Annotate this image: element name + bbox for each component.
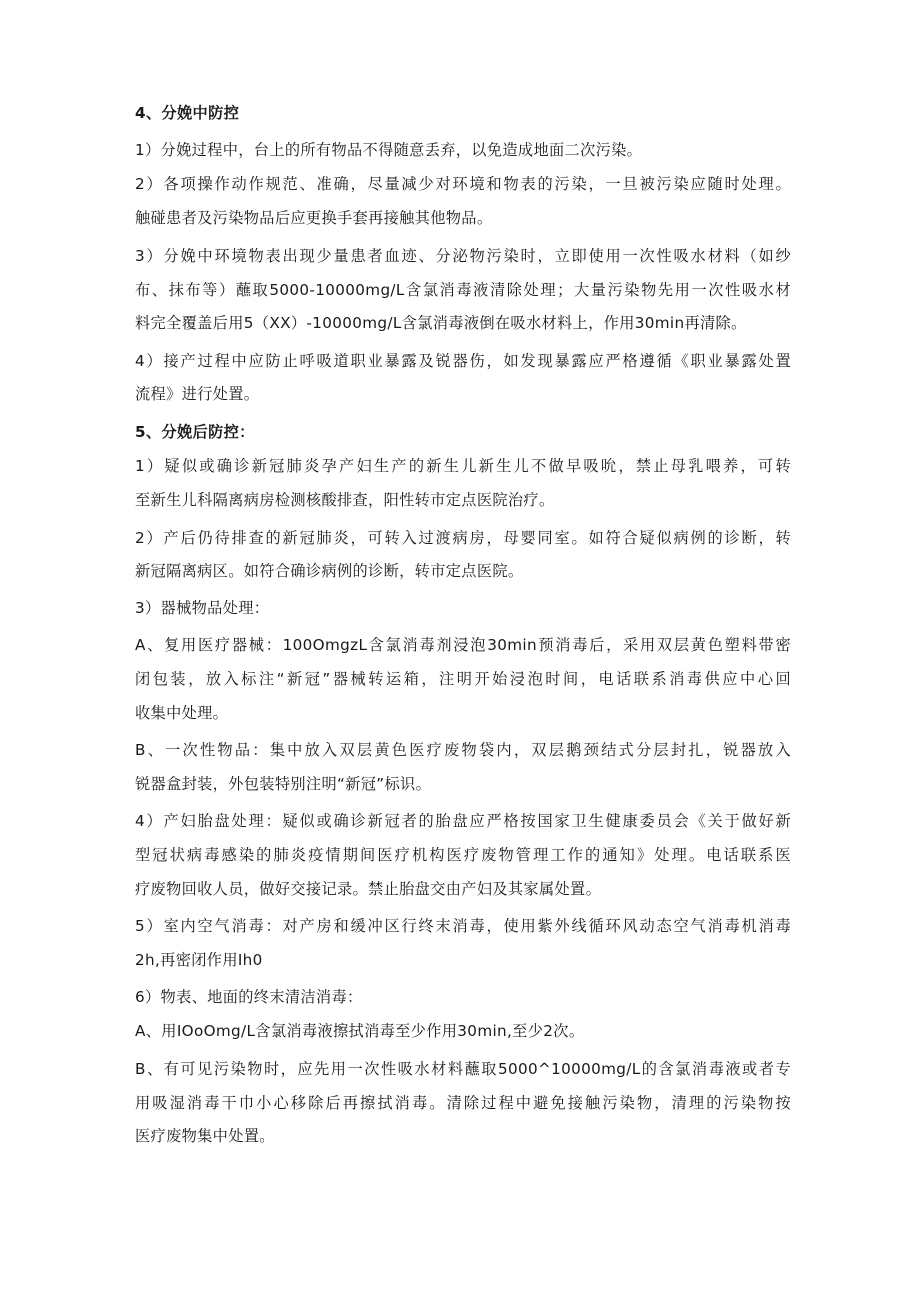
paragraph-line: 用吸湿消毒干巾小心移除后再擦拭消毒。清除过程中避免接触污染物，清理的污染物按: [135, 1094, 791, 1112]
section-heading: 5、分娩后防控：: [135, 423, 255, 441]
paragraph-line: 3）器械物品处理：: [135, 599, 270, 617]
paragraph-line: 流程》进行处置。: [135, 385, 260, 403]
paragraph-line: B、有可见污染物时，应先用一次性吸水材料蘸取5000^10000mg/L的含氯消毒液或者专: [135, 1060, 791, 1078]
paragraph-line: 1）疑似或确诊新冠肺炎孕产妇生产的新生儿新生儿不做早吸吮，禁止母乳喂养，可转: [135, 457, 791, 475]
paragraph-line: 触碰患者及污染物品后应更换手套再接触其他物品。: [135, 209, 493, 227]
paragraph-line: 2）各项操作动作规范、准确，尽量减少对环境和物表的污染，一旦被污染应随时处理。: [135, 175, 791, 193]
paragraph-line: 收集中处理。: [135, 704, 229, 722]
paragraph-line: 6）物表、地面的终末清洁消毒：: [135, 988, 363, 1006]
paragraph-line: B、一次性物品：集中放入双层黄色医疗废物袋内，双层鹅颈结式分层封扎，锐器放入: [135, 741, 791, 759]
section-heading: 4、分娩中防控: [135, 104, 240, 122]
paragraph-line: 料完全覆盖后用5（XX）-10000mg/L含氯消毒液倒在吸水材料上，作用30min再清除。: [135, 314, 747, 332]
paragraph-line: 医疗废物集中处置。: [135, 1127, 275, 1145]
paragraph-line: 新冠隔离病区。如符合确诊病例的诊断，转市定点医院。: [135, 562, 524, 580]
paragraph-line: 1）分娩过程中，台上的所有物品不得随意丢弃，以免造成地面二次污染。: [135, 141, 643, 159]
paragraph-line: 型冠状病毒感染的肺炎疫情期间医疗机构医疗废物管理工作的通知》处理。电话联系医: [135, 846, 791, 864]
paragraph-line: 2）产后仍待排查的新冠肺炎，可转入过渡病房，母婴同室。如符合疑似病例的诊断，转: [135, 529, 791, 547]
paragraph-line: A、用IOoOmg/L含氯消毒液擦拭消毒至少作用30min,至少2次。: [135, 1022, 585, 1040]
paragraph-line: 3）分娩中环境物表出现少量患者血迹、分泌物污染时，立即使用一次性吸水材料（如纱: [135, 247, 791, 265]
paragraph-line: 4）接产过程中应防止呼吸道职业暴露及锐器伤，如发现暴露应严格遵循《职业暴露处置: [135, 352, 791, 370]
paragraph-line: 5）室内空气消毒：对产房和缓冲区行终末消毒，使用紫外线循环风动态空气消毒机消毒: [135, 917, 791, 935]
paragraph-line: 闭包装，放入标注“新冠”器械转运箱，注明开始浸泡时间，电话联系消毒供应中心回: [135, 670, 791, 688]
paragraph-line: 布、抹布等）蘸取5000-10000mg/L含氯消毒液清除处理；大量污染物先用一次性吸水材: [135, 281, 791, 299]
paragraph-line: 2h,再密闭作用Ih0: [135, 951, 263, 969]
paragraph-line: 4）产妇胎盘处理：疑似或确诊新冠者的胎盘应严格按国家卫生健康委员会《关于做好新: [135, 812, 791, 830]
paragraph-line: 锐器盒封装，外包装特别注明“新冠”标识。: [135, 775, 432, 793]
paragraph-line: 疗废物回收人员，做好交接记录。禁止胎盘交由产妇及其家属处置。: [135, 880, 602, 898]
paragraph-line: 至新生儿科隔离病房检测核酸排查，阳性转市定点医院治疗。: [135, 491, 555, 509]
paragraph-line: A、复用医疗器械：100OmgzL含氯消毒剂浸泡30min预消毒后，采用双层黄色塑料带密: [135, 636, 791, 654]
